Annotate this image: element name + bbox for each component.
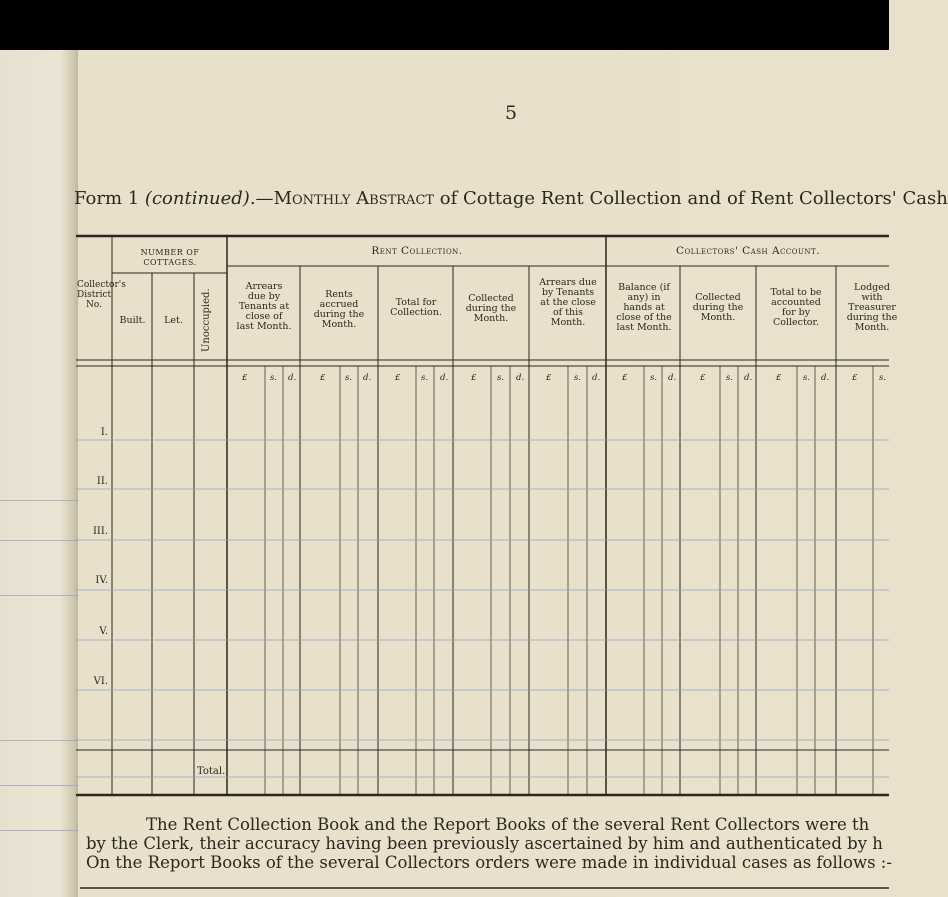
header-number-of-cottages: NUMBER OF COTTAGES. bbox=[140, 248, 200, 267]
col-total-for-collection: Total for Collection. bbox=[390, 297, 442, 318]
col-balance-in-hands: Balance (if any) in hands at close of the last Month. bbox=[616, 282, 672, 333]
col-collected-cash: Collected during the Month. bbox=[692, 292, 744, 323]
unit-pound: £ bbox=[242, 373, 248, 383]
col-arrears-last-month: Arrears due by Tenants at close of last Month. bbox=[236, 281, 292, 332]
col-rents-accrued: Rents accrued during the Month. bbox=[313, 289, 365, 330]
unit-pound: £ bbox=[395, 373, 401, 383]
header-rent-collection: Rent Collection. bbox=[371, 245, 463, 257]
form-title: Form 1 (continued).—Monthly Abstract of Cottage Rent Collection and of Rent Collectors' Cash bbox=[74, 188, 948, 209]
unit-shilling: s. bbox=[345, 373, 353, 383]
unit-pence: d. bbox=[744, 373, 753, 383]
unit-shilling: s. bbox=[497, 373, 505, 383]
total-row-label: Total. bbox=[197, 766, 226, 777]
unit-pound: £ bbox=[852, 373, 858, 383]
unit-shilling: s. bbox=[650, 373, 658, 383]
unit-pound: £ bbox=[776, 373, 782, 383]
row-label-district: III. bbox=[92, 526, 108, 537]
unit-shilling: s. bbox=[574, 373, 582, 383]
unit-pence: d. bbox=[668, 373, 677, 383]
page-number: 5 bbox=[505, 102, 518, 124]
row-label-district: V. bbox=[99, 626, 108, 637]
unit-pound: £ bbox=[471, 373, 477, 383]
col-let: Let. bbox=[164, 315, 183, 326]
unit-pence: d. bbox=[516, 373, 525, 383]
col-lodged-with-treasurer: Lodged with Treasurer during the Month. bbox=[846, 282, 898, 333]
row-label-district: I. bbox=[100, 427, 108, 438]
unit-pence: d. bbox=[288, 373, 297, 383]
col-district: Collector's District No. bbox=[77, 280, 126, 310]
unit-pence: d. bbox=[440, 373, 449, 383]
row-label-district: II. bbox=[96, 476, 108, 487]
col-arrears-this-month: Arrears due by Tenants at the close of this Month. bbox=[539, 277, 597, 328]
row-label-district: IV. bbox=[95, 575, 108, 586]
col-built: Built. bbox=[119, 315, 146, 326]
unit-pound: £ bbox=[320, 373, 326, 383]
unit-shilling: s. bbox=[803, 373, 811, 383]
paragraph-line: On the Report Books of the several Collectors orders were made in individual cases as follows :- bbox=[86, 853, 892, 872]
row-label-district: VI. bbox=[93, 676, 108, 687]
paragraph-line: by the Clerk, their accuracy having been previously ascertained by him and authenticated by h bbox=[86, 834, 883, 853]
unit-shilling: s. bbox=[421, 373, 429, 383]
unit-pound: £ bbox=[622, 373, 628, 383]
col-total-accounted: Total to be accounted for by Collector. bbox=[770, 287, 822, 328]
minutes-paragraph bbox=[86, 815, 892, 872]
unit-pence: d. bbox=[592, 373, 601, 383]
unit-pence: d. bbox=[821, 373, 830, 383]
unit-shilling: s. bbox=[879, 373, 887, 383]
unit-pence: d. bbox=[363, 373, 372, 383]
unit-pound: £ bbox=[546, 373, 552, 383]
unit-shilling: s. bbox=[726, 373, 734, 383]
paragraph-line: The Rent Collection Book and the Report Books of the several Rent Collectors were th bbox=[146, 815, 870, 834]
unit-pound: £ bbox=[700, 373, 706, 383]
col-collected-during-month: Collected during the Month. bbox=[465, 293, 517, 324]
header-collectors-cash-account: Collectors' Cash Account. bbox=[675, 245, 821, 257]
col-unoccupied: Unoccupied. bbox=[201, 288, 212, 352]
unit-shilling: s. bbox=[270, 373, 278, 383]
